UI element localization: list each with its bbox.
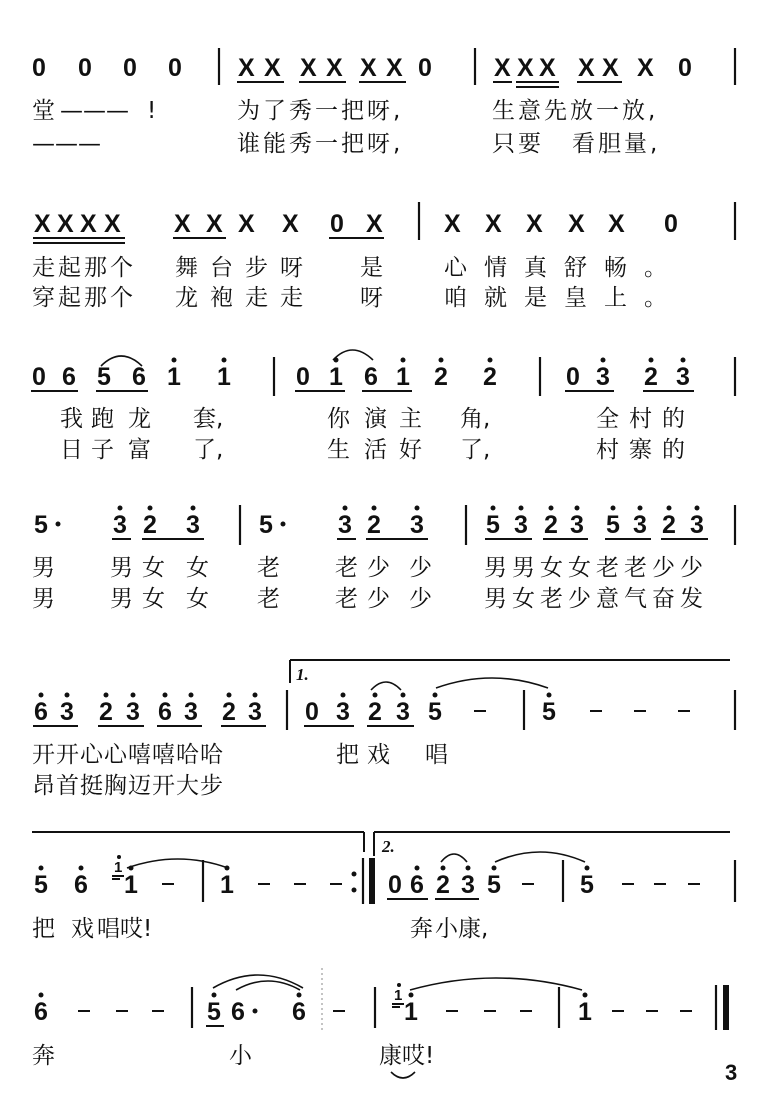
lyric: 套, (193, 406, 224, 432)
svg-text:1: 1 (329, 363, 343, 391)
svg-text:X: X (104, 210, 121, 238)
lyric: 呀 (360, 285, 383, 311)
svg-text:2: 2 (143, 511, 157, 539)
system-5 (32, 660, 735, 799)
lyric: 开开心心嘻嘻哈哈 (32, 742, 224, 768)
svg-text:3: 3 (396, 698, 410, 726)
lyric: 全村的 (596, 406, 695, 432)
svg-text:X: X (57, 210, 74, 238)
lyric: 我跑 (60, 406, 122, 432)
lyric: 少 (409, 586, 432, 612)
svg-text:0: 0 (32, 54, 46, 82)
svg-text:3: 3 (248, 698, 262, 726)
svg-text:3: 3 (461, 871, 475, 899)
svg-text:0: 0 (78, 54, 92, 82)
system-3 (31, 350, 735, 463)
system-4 (32, 505, 735, 612)
svg-text:3: 3 (336, 698, 350, 726)
svg-text:6: 6 (292, 998, 306, 1026)
svg-text:X: X (517, 54, 534, 82)
lyric: 康, (458, 916, 489, 942)
svg-text:X: X (80, 210, 97, 238)
svg-text:0: 0 (168, 54, 182, 82)
svg-text:5: 5 (486, 511, 500, 539)
svg-text:0: 0 (418, 54, 432, 82)
svg-text:X: X (174, 210, 191, 238)
lyric: ——— (32, 131, 101, 157)
system-1 (32, 48, 735, 157)
svg-text:2: 2 (662, 511, 676, 539)
svg-text:0: 0 (296, 363, 310, 391)
svg-text:X: X (366, 210, 383, 238)
lyric: 奔 (32, 1043, 55, 1069)
svg-text:5: 5 (542, 698, 556, 726)
volta-2-label: 2. (382, 837, 395, 856)
volta-1-label: 1. (296, 665, 309, 684)
lyric: 是 (360, 255, 383, 281)
svg-text:0: 0 (123, 54, 137, 82)
svg-text:X: X (34, 210, 51, 238)
svg-text:2: 2 (483, 363, 497, 391)
svg-text:1: 1 (220, 871, 234, 899)
svg-text:X: X (238, 210, 255, 238)
svg-text:X: X (206, 210, 223, 238)
svg-text:6: 6 (34, 998, 48, 1026)
lyric: 把 (32, 916, 55, 942)
svg-text:5: 5 (34, 871, 48, 899)
lyric: 老 (257, 555, 280, 581)
svg-text:6: 6 (62, 363, 76, 391)
lyric: 富 (128, 437, 151, 463)
svg-text:3: 3 (570, 511, 584, 539)
lyric: 昂首挺胸迈开大步 (32, 773, 224, 799)
lyric: 角, (460, 406, 491, 432)
lyric: ——— (60, 98, 129, 124)
lyric: 只要 (492, 131, 544, 157)
system-6 (32, 832, 735, 942)
svg-text:3: 3 (338, 511, 352, 539)
lyric: 生 (327, 437, 350, 463)
svg-text:0: 0 (330, 210, 344, 238)
svg-text:6: 6 (158, 698, 172, 726)
svg-text:2: 2 (544, 511, 558, 539)
lyric: 奔小 (410, 916, 460, 942)
svg-text:5: 5 (259, 511, 273, 539)
svg-text:1: 1 (404, 998, 418, 1026)
svg-text:3: 3 (60, 698, 74, 726)
lyric: 小 (229, 1043, 252, 1069)
lyric: 老少 (335, 555, 399, 581)
svg-text:6: 6 (410, 871, 424, 899)
lyric: 日子 (60, 437, 122, 463)
lyric: 演主 (364, 406, 434, 432)
lyric: 生意先放一放, (492, 98, 659, 124)
lyric: 男女 (110, 555, 174, 581)
svg-text:X: X (568, 210, 585, 238)
lyric: 你 (327, 406, 350, 432)
lyric: 心情真舒畅。 (444, 255, 684, 281)
system-7 (32, 968, 726, 1078)
svg-text:2: 2 (436, 871, 450, 899)
svg-text:6: 6 (364, 363, 378, 391)
svg-text:5: 5 (97, 363, 111, 391)
page-number: 3 (725, 1060, 738, 1085)
svg-text:2: 2 (368, 698, 382, 726)
svg-text:0: 0 (305, 698, 319, 726)
svg-text:6: 6 (132, 363, 146, 391)
lyric: 活好 (364, 437, 434, 463)
lyric: 女 (186, 555, 209, 581)
lyric: 男 (32, 555, 55, 581)
svg-text:3: 3 (184, 698, 198, 726)
lyric: 村寨的 (596, 437, 695, 463)
svg-text:1: 1 (124, 871, 138, 899)
lyric: 了, (193, 437, 224, 463)
lyric: 戏 (71, 916, 94, 942)
lyric: 男女 (110, 586, 174, 612)
lyric: 老 (257, 586, 280, 612)
lyric: 少 (409, 555, 432, 581)
lyric: 男女老少意气奋发 (484, 586, 708, 612)
svg-text:0: 0 (678, 54, 692, 82)
svg-text:5: 5 (207, 998, 221, 1026)
svg-text:3: 3 (633, 511, 647, 539)
svg-text:5: 5 (487, 871, 501, 899)
svg-text:0: 0 (388, 871, 402, 899)
svg-text:X: X (526, 210, 543, 238)
svg-text:X: X (326, 54, 343, 82)
lyric: 为了秀一把呀, (237, 98, 404, 124)
lyric: 男 (32, 586, 55, 612)
svg-text:X: X (608, 210, 625, 238)
svg-text:1: 1 (396, 363, 410, 391)
svg-text:1: 1 (167, 363, 181, 391)
lyric: 堂 (32, 98, 55, 124)
lyric: 穿起那个 (32, 285, 136, 311)
lyric: 了, (460, 437, 491, 463)
lyric: 舞台步呀 (175, 255, 315, 281)
svg-text:X: X (444, 210, 461, 238)
lyric: 龙 (128, 406, 151, 432)
svg-text:1: 1 (114, 859, 123, 876)
lyric: 咱就是皇上。 (444, 285, 684, 311)
svg-text:3: 3 (690, 511, 704, 539)
lyric: 老少 (335, 586, 399, 612)
lyric: ! (147, 98, 157, 124)
svg-text:3: 3 (126, 698, 140, 726)
svg-text:2: 2 (434, 363, 448, 391)
lyric: 男男女女老老少少 (484, 555, 708, 581)
svg-text:X: X (238, 54, 255, 82)
svg-text:X: X (494, 54, 511, 82)
lyric: 走起那个 (32, 255, 136, 281)
svg-text:5: 5 (34, 511, 48, 539)
svg-text:X: X (539, 54, 556, 82)
svg-text:2: 2 (222, 698, 236, 726)
svg-text:0: 0 (32, 363, 46, 391)
svg-text:1: 1 (217, 363, 231, 391)
svg-text:3: 3 (186, 511, 200, 539)
svg-text:X: X (264, 54, 281, 82)
lyric: 唱 (425, 742, 448, 768)
svg-text:6: 6 (74, 871, 88, 899)
svg-text:X: X (282, 210, 299, 238)
svg-text:X: X (578, 54, 595, 82)
svg-text:X: X (485, 210, 502, 238)
svg-text:3: 3 (676, 363, 690, 391)
svg-text:X: X (360, 54, 377, 82)
lyric: 谁能秀一把呀, (237, 131, 404, 157)
lyric: 看胆量, (572, 131, 661, 157)
svg-text:1: 1 (578, 998, 592, 1026)
svg-text:3: 3 (514, 511, 528, 539)
lyric: 康哎! (379, 1043, 435, 1069)
svg-text:X: X (386, 54, 403, 82)
svg-text:3: 3 (410, 511, 424, 539)
svg-text:6: 6 (34, 698, 48, 726)
svg-text:6: 6 (231, 998, 245, 1026)
svg-text:2: 2 (367, 511, 381, 539)
svg-text:X: X (602, 54, 619, 82)
svg-text:3: 3 (113, 511, 127, 539)
svg-text:1: 1 (394, 987, 403, 1004)
svg-text:5: 5 (606, 511, 620, 539)
svg-text:X: X (300, 54, 317, 82)
lyric: 龙袍走走 (175, 285, 315, 311)
lyric: 女 (186, 586, 209, 612)
svg-text:2: 2 (644, 363, 658, 391)
svg-text:2: 2 (99, 698, 113, 726)
svg-text:5: 5 (428, 698, 442, 726)
svg-text:0: 0 (664, 210, 678, 238)
lyric: 把戏 (336, 742, 398, 768)
svg-text:5: 5 (580, 871, 594, 899)
svg-text:3: 3 (596, 363, 610, 391)
lyric: 唱哎! (97, 916, 153, 942)
svg-text:0: 0 (566, 363, 580, 391)
system-2 (32, 202, 735, 311)
svg-text:X: X (637, 54, 654, 82)
